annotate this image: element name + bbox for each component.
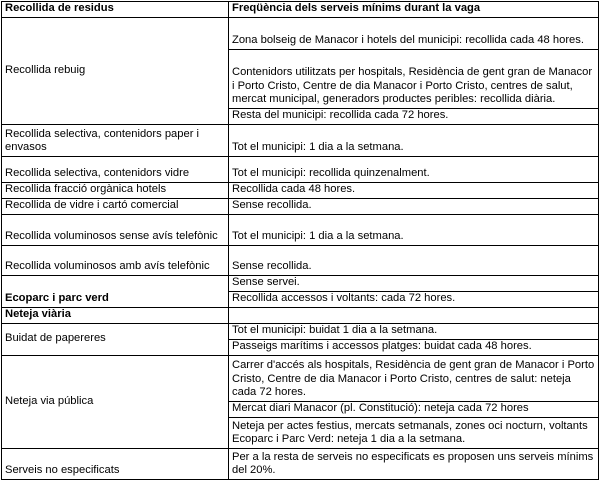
cell-comercial: Sense recollida. (229, 199, 599, 215)
row-label-voluminosos-sense: Recollida voluminosos sense avís telefònic (2, 215, 229, 246)
cell-papereres-municipi: Tot el municipi: buidat 1 dia a la setmana. (229, 324, 599, 340)
row-label-comercial: Recollida de vidre i cartó comercial (2, 199, 229, 215)
cell-ecoparc-sense: Sense servei. (229, 276, 599, 292)
table-row (2, 215, 599, 246)
cell-via-mercat: Mercat diari Manacor (pl. Constitució): neteja cada 72 hores (229, 402, 599, 418)
cell-ecoparc-accessos: Recollida accessos i voltants: cada 72 hores. (229, 292, 599, 308)
cell-via-actes: Neteja per actes festius, mercats setmanals, zones oci nocturn, voltants Ecoparc i Parc Verd: neteja 1 dia a la setmana. (229, 418, 599, 449)
table-row (2, 125, 599, 157)
cell-rebuig-resta: Resta del municipi: recollida cada 72 hores. (229, 109, 599, 125)
row-label-no-especificats: Serveis no especificats (2, 449, 229, 480)
cell-rebuig-contenidors: Contenidors utilitzats per hospitals, Residència de gent gran de Manacor i Porto Cristo, Centre de dia Manacor i Porto Cristo, centres de salut, mercat municipal, generadors productes peribles: recollida diària. (229, 50, 599, 109)
section-title-neteja: Neteja viària (2, 308, 229, 324)
row-label-voluminosos-amb: Recollida voluminosos amb avís telefònic (2, 246, 229, 276)
table-row (2, 324, 599, 340)
header-row (2, 2, 599, 18)
row-label-papereres: Buidat de papereres (2, 324, 229, 356)
cell-no-especificats: Per a la resta de serveis no especificats es proposen uns serveis mínims del 20%. (229, 449, 599, 480)
row-label-rebuig: Recollida rebuig (2, 18, 229, 125)
table-row (2, 199, 599, 215)
minimum-services-table (1, 1, 599, 480)
table-row (2, 183, 599, 199)
table-row (2, 276, 599, 292)
row-label-ecoparc: Ecoparc i parc verd (2, 276, 229, 308)
row-label-via-publica: Neteja via pública (2, 356, 229, 449)
cell-voluminosos-amb: Sense recollida. (229, 246, 599, 276)
cell-voluminosos-sense: Tot el municipi: 1 dia a la setmana. (229, 215, 599, 246)
section-row (2, 308, 599, 324)
row-label-organica: Recollida fracció orgànica hotels (2, 183, 229, 199)
cell-rebuig-zona: Zona bolseig de Manacor i hotels del municipi: recollida cada 48 hores. (229, 18, 599, 50)
header-frequencia: Freqüència dels serveis mínims durant la vaga (229, 2, 599, 18)
cell-organica: Recollida cada 48 hores. (229, 183, 599, 199)
table-row (2, 246, 599, 276)
table-row (2, 157, 599, 183)
table-row (2, 18, 599, 50)
cell-papereres-passeigs: Passeigs marítims i accessos platges: buidat cada 48 hores. (229, 340, 599, 356)
table-row (2, 356, 599, 402)
cell-paper: Tot el municipi: 1 dia a la setmana. (229, 125, 599, 157)
table-row (2, 449, 599, 480)
row-label-vidre: Recollida selectiva, contenidors vidre (2, 157, 229, 183)
cell-vidre: Tot el municipi: recollida quinzenalment. (229, 157, 599, 183)
cell-via-hospitals: Carrer d'accés als hospitals, Residència de gent gran de Manacor i Porto Cristo, Centre de dia Manacor i Porto Cristo, centres de salut: neteja cada 72 hores. (229, 356, 599, 402)
header-residus: Recollida de residus (2, 2, 229, 18)
section-empty-cell (229, 308, 599, 324)
row-label-paper: Recollida selectiva, contenidors paper i envasos (2, 125, 229, 157)
